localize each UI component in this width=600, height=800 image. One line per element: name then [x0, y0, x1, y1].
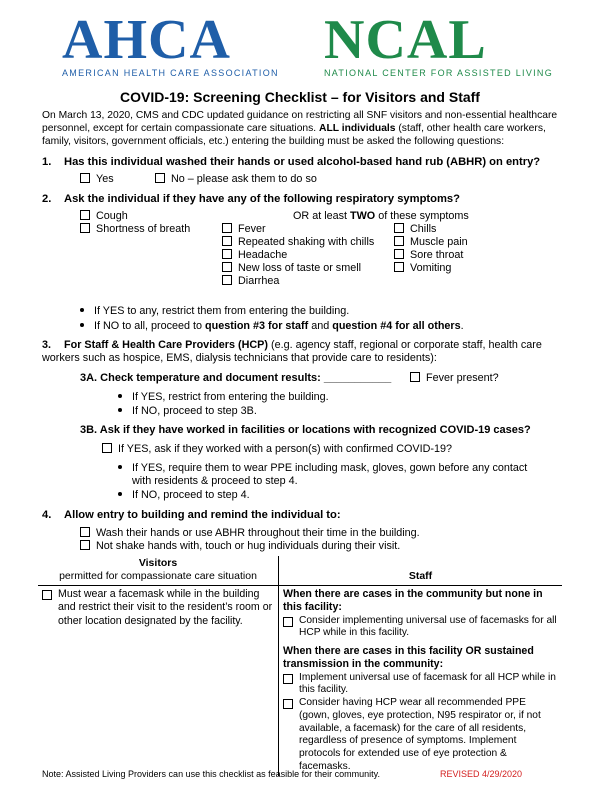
checkbox[interactable]	[410, 372, 420, 382]
ncal-logo-subtitle: NATIONAL CENTER FOR ASSISTED LIVING	[324, 68, 554, 78]
symptom-chills[interactable]	[394, 223, 436, 236]
checkbox[interactable]	[222, 223, 232, 233]
bullet-bold: question #3 for staff	[205, 320, 309, 332]
checkbox[interactable]	[102, 443, 112, 453]
symptom-cough[interactable]	[80, 210, 128, 223]
symptom-vomiting[interactable]	[394, 262, 451, 275]
symptom-label: Sore throat	[410, 249, 464, 261]
question-4-text: Allow entry to building and remind the individual to:	[64, 509, 341, 521]
checkbox[interactable]	[222, 262, 232, 272]
fever-present-option[interactable]	[410, 372, 499, 385]
ncal-logo-text: NCAL	[324, 9, 487, 71]
footer-note: Note: Assisted Living Providers can use this checklist as feasible for their community.	[42, 769, 380, 779]
q4-item-no-handshake[interactable]	[80, 540, 400, 553]
checkbox[interactable]	[283, 617, 293, 627]
bullet-text: If NO to all, proceed to	[94, 320, 206, 332]
visitors-staff-table	[38, 556, 562, 776]
or-bold: TWO	[350, 210, 376, 222]
symptom-label: Fever	[238, 223, 266, 235]
symptom-shortness-of-breath[interactable]	[80, 223, 190, 236]
question-3-number: 3.	[42, 339, 52, 351]
bullet-icon	[118, 408, 122, 412]
q4-item-label: Wash their hands or use ABHR throughout their time in the building.	[96, 527, 420, 539]
q4-item-label: Not shake hands with, touch or hug individuals during their visit.	[96, 540, 401, 552]
question-2-text: Ask the individual if they have any of the following respiratory symptoms?	[64, 193, 460, 205]
visitors-item-text: Must wear a facemask while in the building and restrict their visit to the resident’s room or other location designated by the facility.	[58, 588, 273, 627]
step-3b: 3B. Ask if they have worked in facilities or locations with recognized COVID-19 cases?	[80, 424, 531, 436]
checkbox[interactable]	[80, 210, 90, 220]
bullet-bold: question #4 for all others	[332, 320, 461, 332]
step-3a-bullet-no	[118, 405, 257, 418]
intro-text-1: On March 13, 2020, CMS and CDC updated guidance on restricting all SNF visitors and non-essential healthcare personnel, except for certain compassionate care situations.	[42, 110, 558, 134]
visitors-subheading: permitted for compassionate care situation	[59, 570, 257, 583]
checkbox[interactable]	[80, 223, 90, 233]
staff-item-text: Implement universal use of facemask for all HCP while in this facility.	[299, 671, 556, 696]
symptom-label: Diarrhea	[238, 275, 280, 287]
staff-item-text: Consider implementing universal use of facemasks for all HCP while in this facility.	[299, 614, 557, 639]
checkbox[interactable]	[80, 173, 90, 183]
staff-item-text: Consider having HCP wear all recommended PPE (gown, gloves, eye protection, N95 respirator or, if not available, a facemask) for the care of all residents, regardless of presence of symptoms. Implement protocols for extended use of eye protection & facemasks.	[299, 697, 541, 772]
visitors-heading: Visitors	[138, 557, 178, 569]
bullet-text: If YES, require them to wear PPE including mask, gloves, gown before any contact	[132, 462, 528, 474]
ahca-logo	[62, 9, 279, 79]
intro-text-2: (staff, other health care workers, family, visitors, government officials, etc.) entering the building must be asked the following questions:	[42, 122, 546, 147]
checkbox[interactable]	[222, 275, 232, 285]
q2-bullet-yes	[80, 305, 349, 318]
staff-heading-community: When there are cases in the community but none in this facility:	[283, 588, 543, 614]
step-3a: 3A. Check temperature and document results: ___________	[80, 372, 392, 384]
q1-no-option[interactable]	[155, 173, 317, 186]
question-3	[42, 339, 562, 366]
intro-paragraph	[42, 110, 562, 149]
checkbox[interactable]	[283, 699, 293, 709]
symptom-diarrhea[interactable]	[222, 275, 279, 288]
visitors-cell	[38, 586, 279, 776]
revised-date: REVISED 4/29/2020	[440, 769, 523, 779]
or-text: OR at least	[293, 210, 351, 222]
step-3b-bullet-no	[118, 489, 250, 502]
step-3b-bullet-yes	[118, 462, 527, 475]
visitors-header	[38, 556, 279, 586]
symptom-loss-taste-smell[interactable]	[222, 262, 361, 275]
visitors-item[interactable]	[42, 588, 274, 628]
symptom-sore-throat[interactable]	[394, 249, 463, 262]
fever-present-label: Fever present?	[426, 372, 499, 384]
checkbox[interactable]	[80, 540, 90, 550]
symptom-shaking-chills[interactable]	[222, 236, 374, 249]
ahca-logo-text: AHCA	[62, 9, 231, 71]
symptom-fever[interactable]	[222, 223, 266, 236]
table-body-row	[38, 586, 562, 776]
symptom-label: Vomiting	[410, 262, 452, 274]
worked-with-confirmed-label: If YES, ask if they worked with a person(s) with confirmed COVID-19?	[118, 443, 453, 455]
staff-header: Staff	[408, 570, 433, 583]
q2-bullet-no	[80, 320, 464, 333]
table-header-row	[38, 556, 562, 586]
or-suffix: of these symptoms	[375, 210, 469, 222]
symptom-label: Muscle pain	[410, 236, 468, 248]
step-3b-bullet-yes-continued: with residents & proceed to step 4.	[132, 475, 298, 487]
staff-item-implement-facemask[interactable]	[283, 672, 558, 698]
symptom-label: Repeated shaking with chills	[238, 236, 375, 248]
bullet-text: If YES, restrict from entering the building.	[132, 391, 329, 403]
checkbox[interactable]	[155, 173, 165, 183]
symptom-muscle-pain[interactable]	[394, 236, 468, 249]
step-3a-bullet-yes	[118, 391, 329, 404]
ahca-logo-subtitle: AMERICAN HEALTH CARE ASSOCIATION	[62, 68, 279, 78]
staff-item-recommended-ppe[interactable]	[283, 697, 558, 774]
staff-item-consider-facemasks[interactable]	[283, 615, 558, 641]
symptom-headache[interactable]	[222, 249, 287, 262]
q1-no-label: No – please ask them to do so	[171, 173, 317, 185]
q4-item-wash-hands[interactable]	[80, 527, 420, 540]
bullet-icon	[118, 394, 122, 398]
checkbox[interactable]	[394, 249, 404, 259]
bullet-icon	[80, 323, 84, 327]
question-2	[42, 192, 562, 206]
checkbox[interactable]	[222, 249, 232, 259]
checkbox[interactable]	[394, 262, 404, 272]
bullet-text: If YES to any, restrict them from entering the building.	[94, 305, 350, 317]
bullet-text: If NO, proceed to step 4.	[132, 489, 250, 501]
question-4-number: 4.	[42, 509, 52, 521]
symptom-label: Shortness of breath	[96, 223, 191, 235]
checkbox[interactable]	[42, 590, 52, 600]
q1-yes-option[interactable]	[80, 173, 114, 186]
bullet-text: .	[460, 320, 464, 332]
checkbox[interactable]	[80, 527, 90, 537]
q1-yes-label: Yes	[96, 173, 114, 185]
question-4	[42, 508, 562, 522]
page-title: COVID-19: Screening Checklist – for Visitors and Staff	[120, 89, 480, 105]
question-3-text: (e.g. agency staff, regional or corporate staff, health care workers such as hospice, EMS, dialysis technicians that provide care to residents):	[42, 339, 542, 365]
checkbox[interactable]	[222, 236, 232, 246]
symptom-two-heading	[293, 210, 469, 223]
bullet-text: If NO, proceed to step 3B.	[132, 405, 257, 417]
worked-with-confirmed-option[interactable]	[102, 443, 452, 456]
bullet-icon	[80, 308, 84, 312]
checkbox[interactable]	[283, 674, 293, 684]
question-3-bold: For Staff & Health Care Providers (HCP)	[64, 339, 268, 351]
checkbox[interactable]	[394, 223, 404, 233]
symptom-label: Chills	[410, 223, 437, 235]
symptom-label: New loss of taste or smell	[238, 262, 362, 274]
ncal-logo	[324, 9, 554, 79]
header-logos	[0, 9, 600, 84]
staff-heading-facility: When there are cases in this facility OR sustained transmission in the community:	[283, 645, 534, 671]
intro-bold: ALL individuals	[319, 122, 396, 134]
question-1-text: Has this individual washed their hands or used alcohol-based hand rub (ABHR) on entry?	[64, 156, 541, 168]
question-1	[42, 155, 562, 169]
staff-cell	[279, 586, 563, 776]
question-2-number: 2.	[42, 193, 52, 205]
bullet-icon	[118, 492, 122, 496]
symptom-label: Cough	[96, 210, 128, 222]
symptom-label: Headache	[238, 249, 288, 261]
checkbox[interactable]	[394, 236, 404, 246]
question-1-number: 1.	[42, 156, 52, 168]
bullet-icon	[118, 465, 122, 469]
bullet-text: and	[308, 320, 333, 332]
